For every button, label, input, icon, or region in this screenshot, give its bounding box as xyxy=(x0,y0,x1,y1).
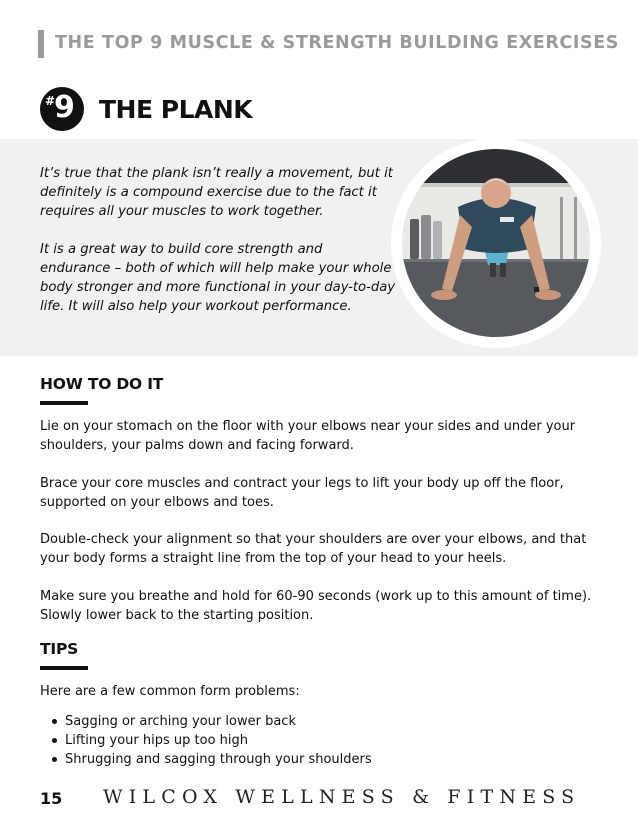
step-paragraph: Double-check your alignment so that your shoulders are over your elbows, and that your body forms a straight line from the top of your head to your heels. xyxy=(40,532,587,566)
tips-list xyxy=(52,712,372,769)
how-to-underline xyxy=(40,401,88,405)
number-digit: 9 xyxy=(54,90,75,125)
page-number: 15 xyxy=(40,789,63,808)
tips-intro: Here are a few common form problems: xyxy=(40,684,300,699)
tip-item xyxy=(52,731,372,750)
brand-name: WILCOX WELLNESS & FITNESS xyxy=(103,786,581,808)
tips-underline xyxy=(40,666,88,670)
step-paragraph: Lie on your stomach on the floor with your elbows near your sides and under your shoulders, your palms down and facing forward. xyxy=(40,419,576,453)
number-hash: # xyxy=(45,94,56,108)
intro-text xyxy=(40,164,396,316)
tip-text: Sagging or arching your lower back xyxy=(65,714,296,729)
step-paragraph: Brace your core muscles and contract your legs to lift your body up off the floor, supported on your elbows and toes. xyxy=(40,476,564,510)
intro-paragraph: It’s true that the plank isn’t really a movement, but it definitely is a compound exercise due to the fact it requires all your muscles to work together. xyxy=(40,166,393,219)
exercise-number-badge xyxy=(40,87,84,131)
bullet-icon xyxy=(52,738,57,743)
plank-photo xyxy=(402,149,590,337)
bullet-icon xyxy=(52,719,57,724)
intro-paragraph: It is a great way to build core strength and endurance – both of which will help make your whole body stronger and more functional in your day-to-day life. It will also help your workout performance. xyxy=(40,242,396,314)
tip-text: Lifting your hips up too high xyxy=(65,733,249,748)
bullet-icon xyxy=(52,757,57,762)
tip-item xyxy=(52,712,372,731)
header-title: THE TOP 9 MUSCLE & STRENGTH BUILDING EXERCISES xyxy=(55,33,619,53)
tip-item xyxy=(52,750,372,769)
header-accent-bar xyxy=(38,30,44,58)
tips-heading: TIPS xyxy=(40,640,79,658)
tip-text: Shrugging and sagging through your shoulders xyxy=(65,752,372,767)
exercise-title: THE PLANK xyxy=(99,95,253,124)
step-paragraph: Make sure you breathe and hold for 60-90 seconds (work up to this amount of time). Slowly lower back to the starting position. xyxy=(40,589,592,623)
how-to-heading: HOW TO DO IT xyxy=(40,375,164,393)
